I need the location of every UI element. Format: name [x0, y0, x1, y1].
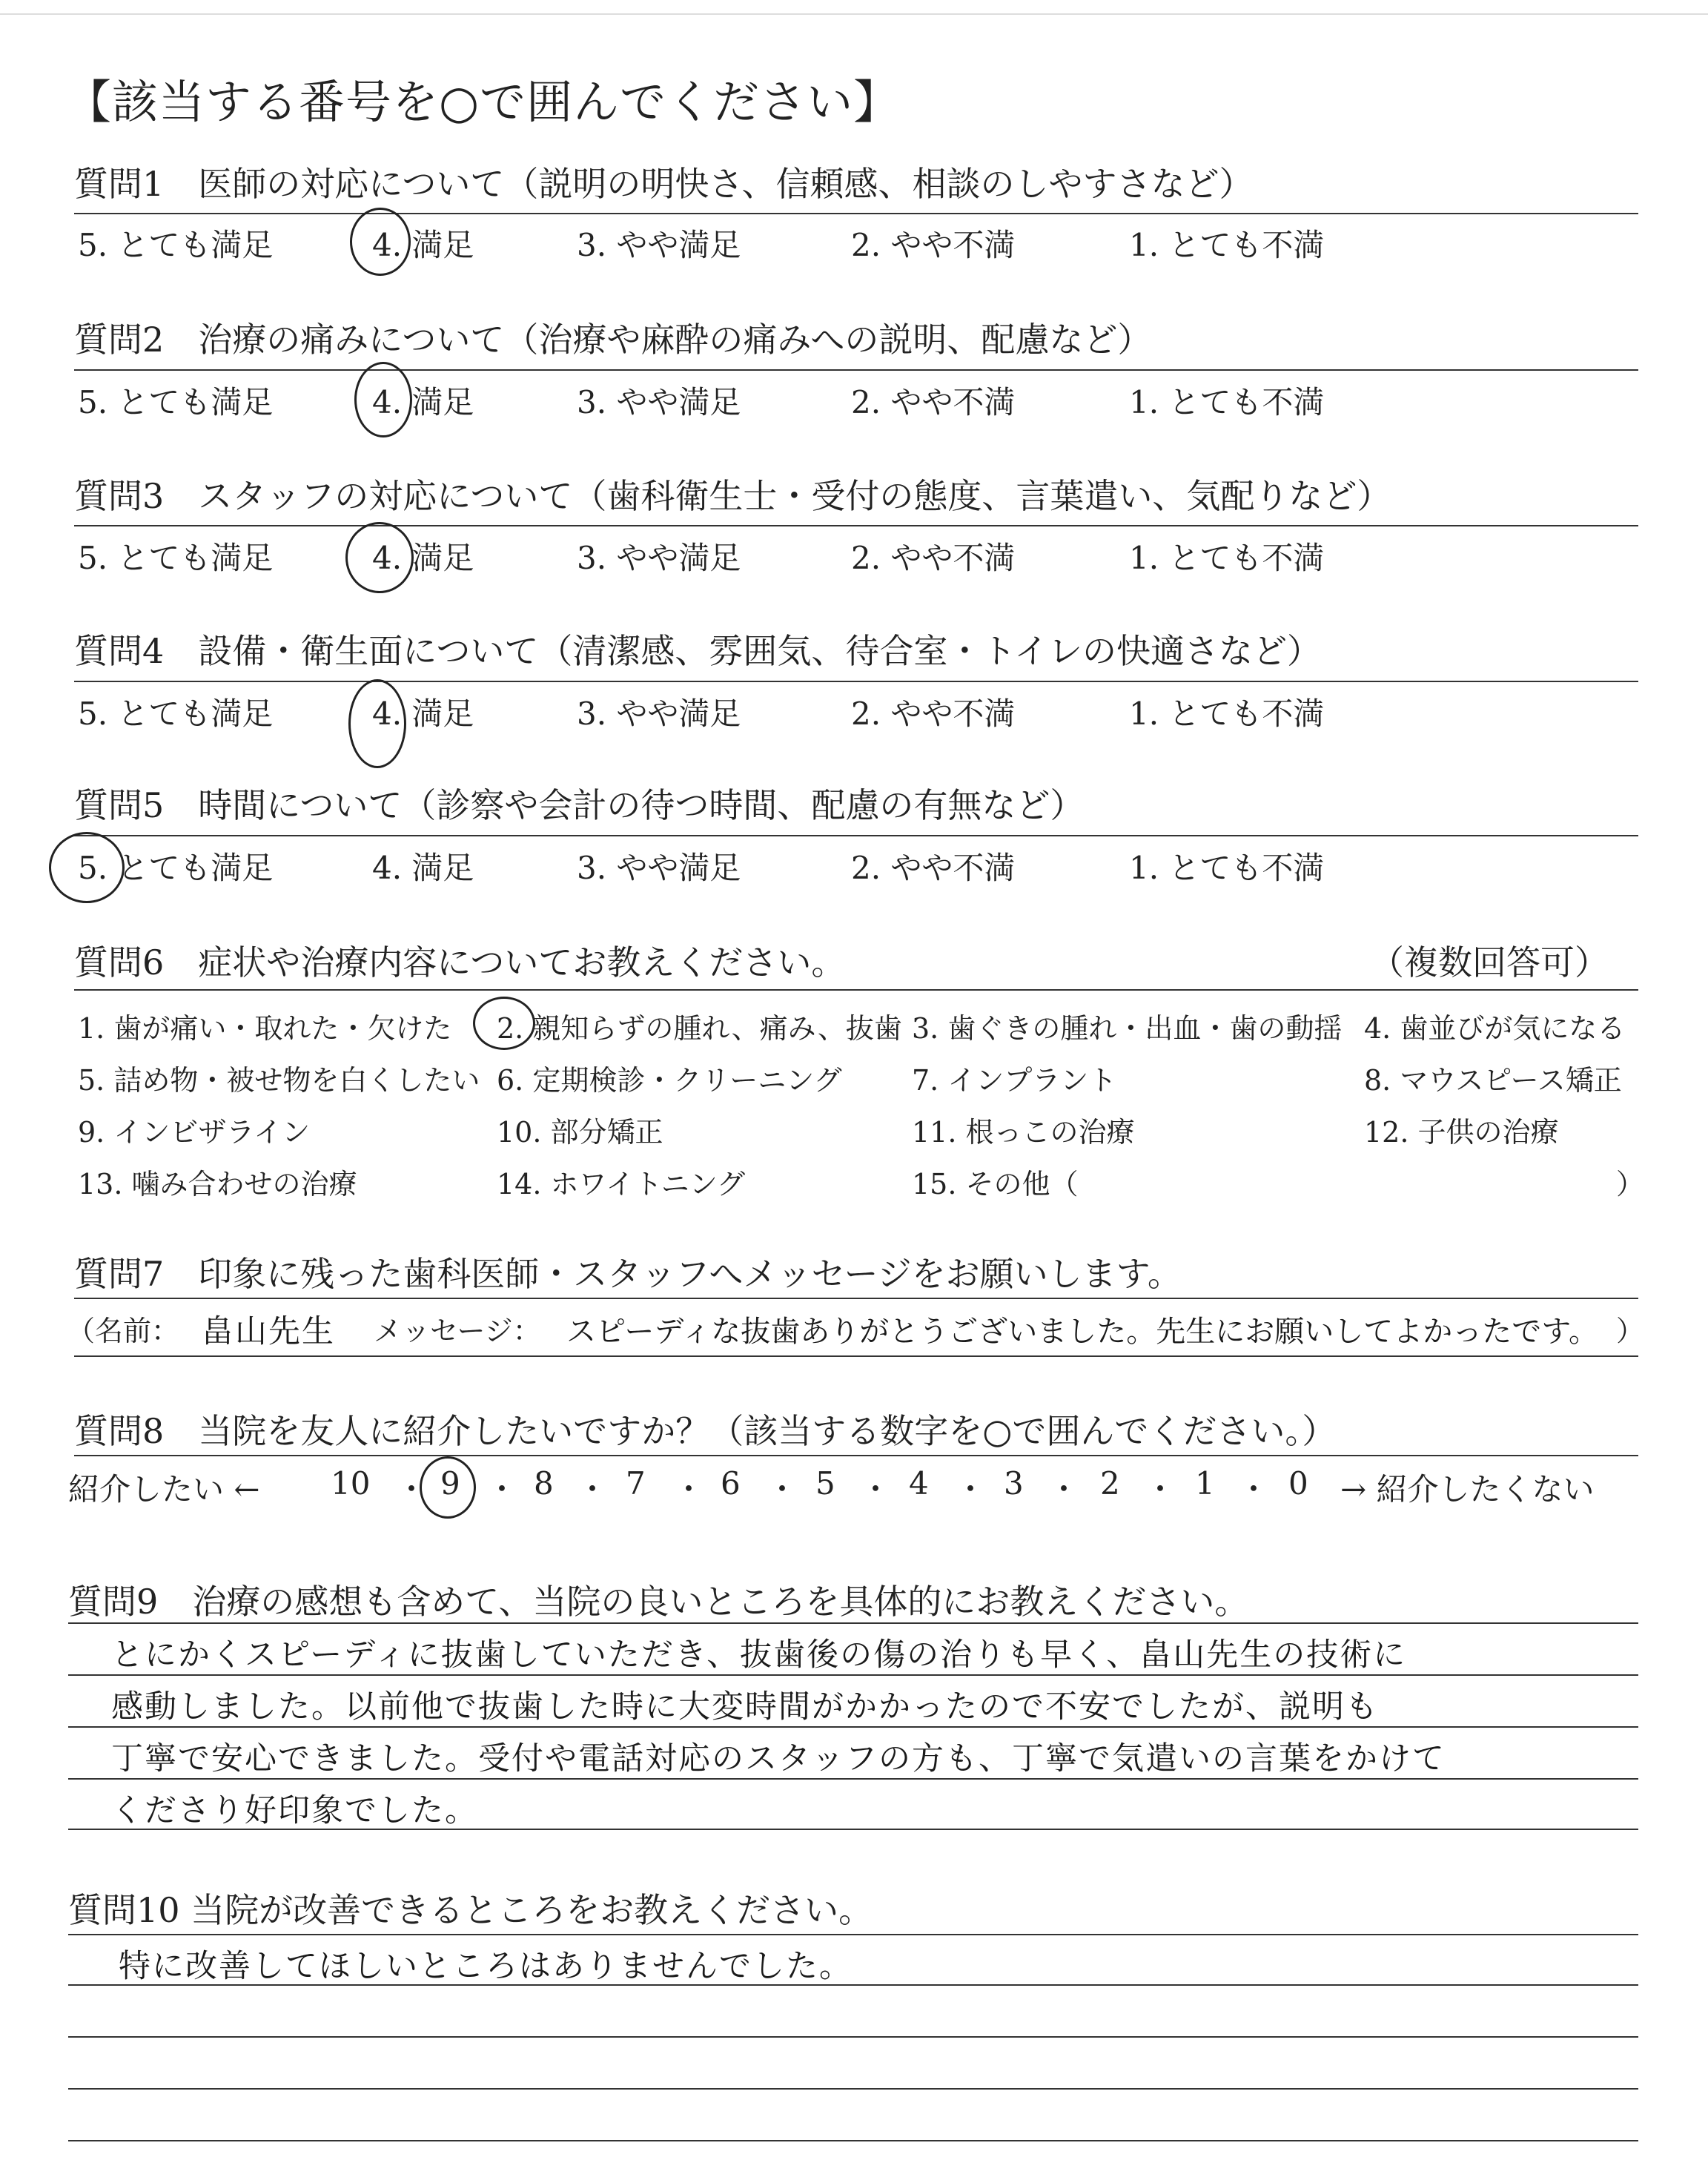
q8-number-0[interactable]: 0 [1288, 1465, 1308, 1502]
q6-selection-circle [473, 997, 535, 1050]
q6-option-4[interactable]: 4. 歯並びが気になる [1364, 1012, 1626, 1045]
q4-option-4[interactable]: 4. 満足 [372, 696, 474, 732]
form-header: 【該当する番号を○で囲んでください】 [65, 75, 901, 129]
q3-selection-circle [345, 522, 414, 593]
top-edge-line [0, 13, 1708, 15]
q6-option-11[interactable]: 11. 根っこの治療 [912, 1116, 1135, 1149]
q8-sep: ・ [486, 1471, 518, 1507]
q5-option-4[interactable]: 4. 満足 [372, 850, 474, 886]
q8-number-8[interactable]: 8 [534, 1465, 554, 1502]
q6-option-5[interactable]: 5. 詰め物・被せ物を白くしたい [78, 1064, 480, 1097]
q8-sep: ・ [577, 1471, 609, 1507]
q6-option-15[interactable]: 15. その他（ [912, 1168, 1079, 1200]
q9-answer-line-3[interactable]: 丁寧で安心できました。受付や電話対応のスタッフの方も、丁寧で気遣いの言葉をかけて [111, 1740, 1446, 1777]
q1-selection-circle [350, 208, 411, 276]
q6-option-10[interactable]: 10. 部分矯正 [497, 1116, 663, 1149]
q2-option-3[interactable]: 3. やや満足 [577, 384, 741, 420]
q6-option-7[interactable]: 7. インプラント [912, 1064, 1117, 1097]
q4-option-5[interactable]: 5. とても満足 [78, 696, 274, 732]
q8-sep: ・ [767, 1471, 798, 1507]
q3-option-3[interactable]: 3. やや満足 [577, 540, 741, 576]
q2-option-4[interactable]: 4. 満足 [372, 384, 474, 420]
question-5-rule [74, 835, 1638, 836]
q8-number-3[interactable]: 3 [1004, 1465, 1024, 1502]
q8-number-6[interactable]: 6 [721, 1465, 741, 1502]
q5-selection-circle [49, 832, 125, 903]
q6-option-12[interactable]: 12. 子供の治療 [1364, 1116, 1559, 1149]
q6-option-8[interactable]: 8. マウスピース矯正 [1364, 1064, 1622, 1097]
q4-option-2[interactable]: 2. やや不満 [851, 696, 1016, 732]
q4-option-3[interactable]: 3. やや満足 [577, 696, 741, 732]
question-2-rule [74, 369, 1638, 371]
q8-number-2[interactable]: 2 [1100, 1465, 1120, 1502]
q9-line-rule-2 [68, 1674, 1638, 1676]
q8-number-1[interactable]: 1 [1195, 1465, 1215, 1502]
question-5-title: 質問5 時間について（診察や会計の待つ時間、配慮の有無など） [74, 785, 1085, 825]
question-6-note: （複数回答可） [1370, 942, 1609, 982]
q9-answer-line-2[interactable]: 感動しました。以前他で抜歯した時に大変時間がかかったので不安でしたが、説明も [111, 1688, 1379, 1725]
q9-line-rule-1 [68, 1622, 1638, 1624]
question-8-title: 質問8 当院を友人に紹介したいですか？（該当する数字を○で囲んでください。） [74, 1411, 1337, 1451]
q10-line-rule-5 [68, 2140, 1638, 2141]
q1-option-4[interactable]: 4. 満足 [372, 227, 474, 263]
q8-number-10[interactable]: 10 [331, 1465, 371, 1502]
q10-line-rule-3 [68, 2036, 1638, 2038]
q10-line-rule-4 [68, 2088, 1638, 2090]
q4-option-1[interactable]: 1. とても不満 [1129, 696, 1325, 732]
q6-option-14[interactable]: 14. ホワイトニング [497, 1168, 746, 1200]
q8-sep: ・ [955, 1471, 987, 1507]
q6-option-13[interactable]: 13. 噛み合わせの治療 [78, 1168, 357, 1200]
question-1-title: 質問1 医師の対応について（説明の明快さ、信頼感、相談のしやすさなど） [74, 164, 1254, 204]
question-4-rule [74, 681, 1638, 682]
q9-line-rule-5 [68, 1829, 1638, 1830]
q7-name-label: （名前： [67, 1315, 180, 1347]
q8-number-7[interactable]: 7 [626, 1465, 646, 1502]
q6-other-close-paren: ） [1616, 1168, 1645, 1200]
question-7-bottom-rule [74, 1355, 1638, 1357]
question-2-title: 質問2 治療の痛みについて（治療や麻酔の痛みへの説明、配慮など） [74, 320, 1152, 360]
question-6-title: 質問6 症状や治療内容についてお教えください。 [74, 942, 846, 982]
q2-selection-circle [354, 362, 412, 437]
question-10-title: 質問10 当院が改善できるところをお教えください。 [68, 1890, 873, 1930]
q8-right-label: → 紹介したくない [1340, 1471, 1595, 1507]
q8-sep: ・ [1145, 1471, 1176, 1507]
q3-option-4[interactable]: 4. 満足 [372, 540, 474, 576]
question-6-rule [74, 989, 1638, 991]
q1-option-1[interactable]: 1. とても不満 [1129, 227, 1325, 263]
q8-sep: ・ [1238, 1471, 1270, 1507]
q6-option-9[interactable]: 9. インビザライン [78, 1116, 311, 1149]
q8-left-label: 紹介したい ← [68, 1471, 260, 1507]
q1-option-3[interactable]: 3. やや満足 [577, 227, 741, 263]
q3-option-1[interactable]: 1. とても不満 [1129, 540, 1325, 576]
q7-name-value[interactable]: 畠山先生 [202, 1313, 335, 1350]
q5-option-2[interactable]: 2. やや不満 [851, 850, 1016, 886]
q3-option-5[interactable]: 5. とても満足 [78, 540, 274, 576]
q3-option-2[interactable]: 2. やや不満 [851, 540, 1016, 576]
q9-answer-line-1[interactable]: とにかくスピーディに抜歯していただき、抜歯後の傷の治りも早く、畠山先生の技術に [111, 1636, 1407, 1674]
q7-close-paren: ） [1616, 1315, 1645, 1347]
q9-answer-line-4[interactable]: くださり好印象でした。 [111, 1792, 478, 1829]
question-7-title: 質問7 印象に残った歯科医師・スタッフへメッセージをお願いします。 [74, 1254, 1182, 1294]
q2-option-5[interactable]: 5. とても満足 [78, 384, 274, 420]
q4-selection-circle [348, 679, 406, 768]
q8-selection-circle [420, 1456, 476, 1519]
question-9-title: 質問9 治療の感想も含めて、当院の良いところを具体的にお教えください。 [68, 1582, 1249, 1622]
q6-option-2[interactable]: 2. 親知らずの腫れ、痛み、抜歯 [497, 1012, 902, 1045]
q10-answer-line-1[interactable]: 特に改善してほしいところはありませんでした。 [119, 1948, 853, 1985]
question-3-rule [74, 525, 1638, 526]
q9-line-rule-3 [68, 1726, 1638, 1728]
q8-number-9[interactable]: 9 [440, 1465, 460, 1502]
q1-option-5[interactable]: 5. とても満足 [78, 227, 274, 263]
question-1-rule [74, 213, 1638, 214]
q7-message-label: メッセージ： [374, 1315, 541, 1347]
q5-option-1[interactable]: 1. とても不満 [1129, 850, 1325, 886]
q6-option-6[interactable]: 6. 定期検診・クリーニング [497, 1064, 842, 1097]
q6-option-3[interactable]: 3. 歯ぐきの腫れ・出血・歯の動揺 [912, 1012, 1343, 1045]
q9-line-rule-4 [68, 1778, 1638, 1780]
question-3-title: 質問3 スタッフの対応について（歯科衛生士・受付の態度、言葉遣い、気配りなど） [74, 476, 1391, 516]
q2-option-1[interactable]: 1. とても不満 [1129, 384, 1325, 420]
q5-option-3[interactable]: 3. やや満足 [577, 850, 741, 886]
q8-number-4[interactable]: 4 [909, 1465, 929, 1502]
q8-sep: ・ [673, 1471, 705, 1507]
q6-option-1[interactable]: 1. 歯が痛い・取れた・欠けた [78, 1012, 452, 1045]
q10-line-rule-2 [68, 1984, 1638, 1986]
question-8-rule [74, 1455, 1638, 1456]
q7-message-value[interactable]: スピーディな抜歯ありがとうございました。先生にお願いしてよかったです。 [566, 1315, 1598, 1349]
q8-number-5[interactable]: 5 [815, 1465, 835, 1502]
q8-sep: ・ [396, 1471, 428, 1507]
question-4-title: 質問4 設備・衛生面について（清潔感、雰囲気、待合室・トイレの快適さなど） [74, 631, 1322, 671]
q8-sep: ・ [1048, 1471, 1080, 1507]
q1-option-2[interactable]: 2. やや不満 [851, 227, 1016, 263]
q5-option-5[interactable]: 5. とても満足 [78, 850, 274, 886]
q2-option-2[interactable]: 2. やや不満 [851, 384, 1016, 420]
q8-sep: ・ [860, 1471, 892, 1507]
q10-line-rule-1 [68, 1934, 1638, 1935]
question-7-rule [74, 1298, 1638, 1299]
